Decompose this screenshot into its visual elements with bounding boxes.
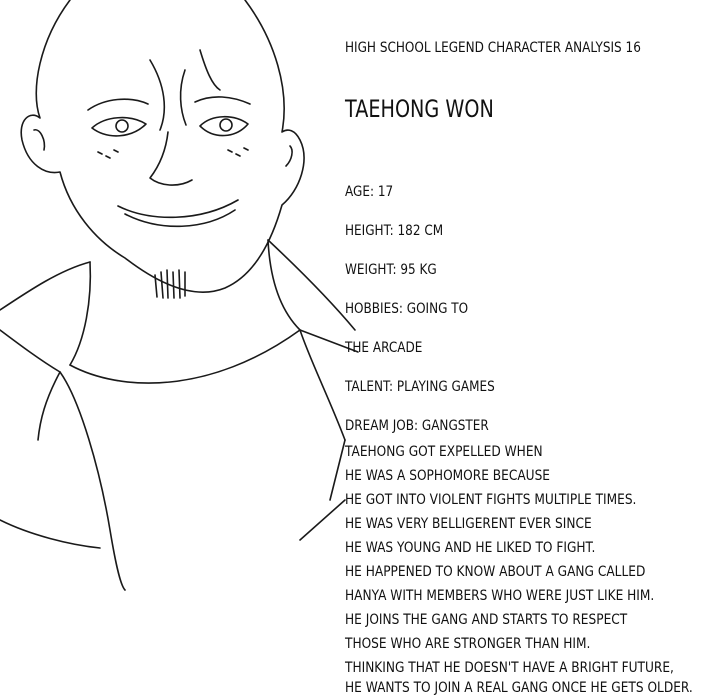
bio-line: HE GOT INTO VIOLENT FIGHTS MULTIPLE TIMES. [345, 492, 637, 508]
bio-line: THINKING THAT HE DOESN'T HAVE A BRIGHT FUTURE, [345, 660, 674, 676]
series-title: HIGH SCHOOL LEGEND CHARACTER ANALYSIS 16 [345, 40, 641, 56]
stat-age: AGE: 17 [345, 184, 394, 200]
bio-line: HE WAS A SOPHOMORE BECAUSE [345, 468, 551, 484]
bio-line: HE WAS YOUNG AND HE LIKED TO FIGHT. [345, 540, 596, 556]
stat-hobbies: HOBBIES: GOING TO [345, 301, 469, 317]
character-face [88, 50, 250, 298]
bio-line: HE HAPPENED TO KNOW ABOUT A GANG CALLED [345, 564, 646, 580]
character-head [21, 0, 304, 292]
stat-height: HEIGHT: 182 CM [345, 223, 444, 239]
bio-line: THOSE WHO ARE STRONGER THAN HIM. [345, 636, 591, 652]
bio-line: HE WAS VERY BELLIGERENT EVER SINCE [345, 516, 592, 532]
character-name: TAEHONG WON [345, 95, 494, 123]
bio-line: HE WANTS TO JOIN A REAL GANG ONCE HE GETS OLDER. [345, 680, 693, 696]
character-body [0, 240, 358, 590]
stat-dream-job: DREAM JOB: GANGSTER [345, 418, 489, 434]
stat-hobbies-cont: THE ARCADE [345, 340, 423, 356]
bio-line: HE JOINS THE GANG AND STARTS TO RESPECT [345, 612, 628, 628]
stat-talent: TALENT: PLAYING GAMES [345, 379, 495, 395]
bio-line: TAEHONG GOT EXPELLED WHEN [345, 444, 543, 460]
stat-weight: WEIGHT: 95 KG [345, 262, 437, 278]
bio-line: HANYA WITH MEMBERS WHO WERE JUST LIKE HIM. [345, 588, 655, 604]
